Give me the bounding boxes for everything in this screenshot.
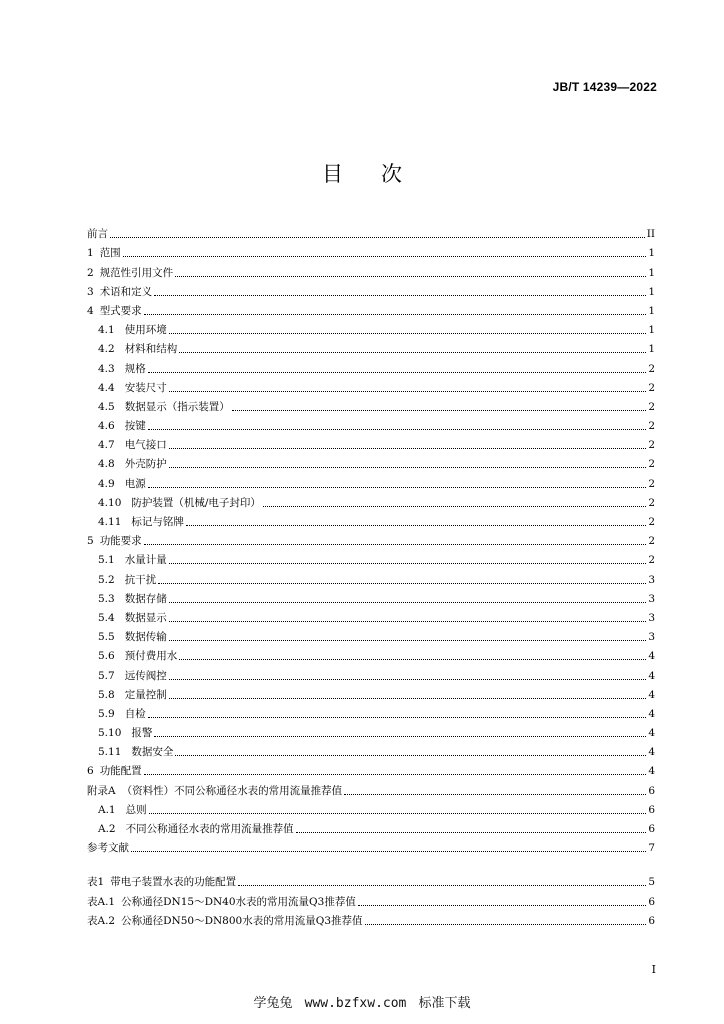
toc-entry-page: 6 bbox=[648, 895, 655, 908]
toc-entry[interactable] bbox=[87, 299, 655, 318]
toc-entry-number: 5.1 bbox=[98, 554, 115, 567]
dot-leader bbox=[232, 410, 647, 411]
toc-entry-number: 5 bbox=[87, 535, 94, 548]
dot-leader bbox=[169, 698, 647, 699]
toc-entry-page: 3 bbox=[648, 631, 655, 644]
toc-entry-page: 5 bbox=[648, 876, 655, 889]
toc-entry-title: 远传阀控 bbox=[124, 669, 167, 682]
toc-entry[interactable] bbox=[87, 337, 655, 356]
toc-entry-number: 5.6 bbox=[98, 650, 115, 663]
toc-entry-page: 3 bbox=[648, 573, 655, 586]
dot-leader bbox=[144, 314, 647, 315]
dot-leader bbox=[148, 429, 647, 430]
dot-leader bbox=[169, 333, 647, 334]
toc-entry-page: 2 bbox=[648, 477, 655, 490]
toc-entry-title: 按键 bbox=[124, 420, 146, 433]
toc-entry[interactable] bbox=[87, 798, 655, 817]
toc-gap bbox=[87, 855, 655, 870]
toc-entry-title: 数据存储 bbox=[124, 592, 167, 605]
toc-entry-number: 4.5 bbox=[98, 400, 115, 413]
dot-leader bbox=[169, 391, 647, 392]
toc-entry[interactable] bbox=[87, 548, 655, 567]
toc-entry-page: 1 bbox=[648, 266, 655, 279]
toc-entry[interactable] bbox=[87, 683, 655, 702]
dot-leader bbox=[238, 885, 646, 886]
toc-entry-page: 4 bbox=[648, 707, 655, 720]
toc-entry-title: 自检 bbox=[124, 707, 146, 720]
toc-entry-number: 5.10 bbox=[98, 727, 122, 740]
toc-entry-page: 1 bbox=[648, 247, 655, 260]
toc-entry[interactable] bbox=[87, 318, 655, 337]
toc-entry-title: 水量计量 bbox=[124, 554, 167, 567]
toc-entry[interactable] bbox=[87, 376, 655, 395]
watermark-url: www.bzfxw.com bbox=[304, 996, 407, 1011]
toc-entry-page: 2 bbox=[648, 420, 655, 433]
dot-leader bbox=[344, 794, 646, 795]
toc-entry-number: 4.6 bbox=[98, 420, 115, 433]
toc-entry[interactable] bbox=[87, 241, 655, 260]
toc-entry[interactable] bbox=[87, 356, 655, 375]
toc-entry[interactable] bbox=[87, 452, 655, 471]
toc-entry-title: 标记与铭牌 bbox=[131, 516, 184, 528]
toc-entry-number: 4.7 bbox=[98, 439, 115, 452]
toc-entry-title: 电源 bbox=[124, 477, 146, 490]
toc-entry-page: 2 bbox=[648, 535, 655, 548]
dot-leader bbox=[154, 736, 646, 737]
toc-entry-number: 表A.1 bbox=[87, 895, 116, 908]
toc-entry-title: 安装尺寸 bbox=[124, 381, 167, 394]
watermark-site: 学兔兔 bbox=[253, 996, 293, 1011]
toc-entry-page: 3 bbox=[648, 611, 655, 624]
toc-entry-title: 抗干扰 bbox=[124, 573, 157, 586]
toc-entry-title: 范围 bbox=[99, 247, 121, 260]
toc-entry-title: 数据安全 bbox=[131, 746, 174, 759]
toc-entry[interactable] bbox=[87, 721, 655, 740]
toc-entry-page: 4 bbox=[648, 765, 655, 778]
toc-entry-number: 4.1 bbox=[98, 324, 115, 337]
toc-entry-title: 数据显示 bbox=[124, 611, 167, 624]
toc-entry-number: 5.2 bbox=[98, 573, 115, 586]
toc-entry-number: 3 bbox=[87, 285, 94, 298]
toc-entry-number: A.2 bbox=[98, 823, 116, 835]
toc-entry-page: 2 bbox=[648, 381, 655, 394]
toc-entry-page: 2 bbox=[648, 554, 655, 567]
toc-entry-title: 电气接口 bbox=[124, 439, 167, 452]
toc-entry-title: 前言 bbox=[87, 228, 108, 241]
toc-entry-title: 术语和定义 bbox=[99, 285, 153, 298]
toc-entry-page: 4 bbox=[648, 650, 655, 663]
toc-entry-page: 6 bbox=[648, 784, 655, 797]
toc-entry[interactable] bbox=[87, 280, 655, 299]
toc-entry-number: 5.11 bbox=[98, 746, 122, 759]
dot-leader bbox=[186, 525, 646, 526]
toc-entry-number: 1 bbox=[87, 247, 94, 260]
toc-entry-title: 型式要求 bbox=[99, 304, 142, 317]
dot-leader bbox=[149, 813, 647, 814]
toc-entry[interactable] bbox=[87, 510, 655, 529]
dot-leader bbox=[179, 352, 646, 353]
toc-entry-title: 外壳防护 bbox=[124, 458, 167, 471]
toc-entry-page: 2 bbox=[648, 458, 655, 471]
toc-entry[interactable] bbox=[87, 778, 655, 797]
dot-leader bbox=[365, 924, 647, 925]
toc-entry-number: 5.5 bbox=[98, 631, 115, 644]
toc-entry[interactable] bbox=[87, 567, 655, 586]
toc-entry-number: A.1 bbox=[98, 803, 116, 816]
toc-entry-number: 5.9 bbox=[98, 707, 115, 720]
toc-entry-number: 附录A bbox=[87, 784, 116, 797]
toc-heading: 目次 bbox=[322, 162, 440, 186]
toc-entry-number: 4.9 bbox=[98, 477, 115, 490]
toc-entry-title: 总则 bbox=[125, 803, 147, 816]
toc-entry[interactable] bbox=[87, 702, 655, 721]
toc-entry[interactable] bbox=[87, 587, 655, 606]
toc-entry-page: 6 bbox=[648, 803, 655, 816]
toc-entry[interactable] bbox=[87, 817, 655, 836]
toc-entry-number: 4.3 bbox=[98, 362, 115, 375]
dot-leader bbox=[169, 467, 647, 468]
dot-leader bbox=[144, 544, 647, 545]
dot-leader bbox=[263, 506, 646, 507]
toc-entry-number: 4.10 bbox=[98, 496, 122, 509]
dot-leader bbox=[148, 487, 647, 488]
watermark bbox=[0, 992, 724, 1011]
toc-entry[interactable] bbox=[87, 260, 655, 279]
toc-table-entry[interactable] bbox=[87, 870, 655, 889]
toc-entry-page: 4 bbox=[648, 688, 655, 701]
toc-entry-title: 数据显示（指示装置） bbox=[124, 400, 230, 413]
toc-entry-number: 5.4 bbox=[98, 611, 115, 624]
page-number: I bbox=[651, 963, 656, 976]
dot-leader bbox=[175, 755, 646, 756]
toc-entry[interactable] bbox=[87, 836, 655, 855]
toc-entry-number: 5.8 bbox=[98, 688, 115, 701]
toc-entry-page: 6 bbox=[648, 823, 655, 835]
dot-leader bbox=[144, 774, 647, 775]
toc-entry-title: 带电子装置水表的功能配置 bbox=[110, 876, 237, 889]
toc-entry-title: 规范性引用文件 bbox=[99, 266, 174, 279]
toc-entry-title: 数据传输 bbox=[124, 631, 167, 644]
toc-entry-page: 4 bbox=[648, 746, 655, 759]
toc-entry-title: 参考文献 bbox=[87, 842, 129, 855]
toc-entry-page: 3 bbox=[648, 592, 655, 605]
dot-leader bbox=[169, 563, 647, 564]
toc-entry-page: 2 bbox=[648, 516, 655, 528]
dot-leader bbox=[175, 276, 646, 277]
dot-leader bbox=[169, 679, 647, 680]
toc-entry-page: 1 bbox=[648, 285, 655, 298]
toc-entry-title: 材料和结构 bbox=[124, 343, 178, 356]
dot-leader bbox=[169, 448, 647, 449]
toc-entry[interactable] bbox=[87, 663, 655, 682]
dot-leader bbox=[148, 372, 647, 373]
toc-entry-title: （资料性）不同公称通径水表的常用流量推荐值 bbox=[121, 784, 343, 797]
toc-entry-number: 5.3 bbox=[98, 592, 115, 605]
toc-entry-number: 表A.2 bbox=[87, 914, 116, 927]
toc-entry-page: 2 bbox=[648, 400, 655, 413]
toc-entry-number: 4.11 bbox=[98, 516, 122, 528]
watermark-tag: 标准下载 bbox=[418, 996, 471, 1011]
toc-entry-title: 报警 bbox=[131, 727, 153, 740]
toc-entry-number: 4.4 bbox=[98, 381, 115, 394]
toc-entry[interactable] bbox=[87, 471, 655, 490]
toc-entry[interactable] bbox=[87, 625, 655, 644]
toc-entry-page: II bbox=[646, 228, 655, 241]
toc-entry[interactable] bbox=[87, 644, 655, 663]
toc-entry[interactable] bbox=[87, 222, 655, 241]
dot-leader bbox=[179, 659, 646, 660]
toc-entry-title: 公称通径DN50～DN800水表的常用流量Q3推荐值 bbox=[121, 914, 363, 927]
toc-entry-number: 4.8 bbox=[98, 458, 115, 471]
dot-leader bbox=[169, 640, 647, 641]
toc-entry-title: 规格 bbox=[124, 362, 146, 375]
toc-entry-page: 2 bbox=[648, 439, 655, 452]
toc-entry-number: 4.2 bbox=[98, 343, 115, 356]
toc-entry-page: 1 bbox=[648, 343, 655, 356]
document-code: JB/T 14239—2022 bbox=[552, 80, 657, 94]
toc-entry-page: 4 bbox=[648, 669, 655, 682]
dot-leader bbox=[131, 851, 646, 852]
toc-entry-title: 使用环境 bbox=[124, 324, 167, 337]
dot-leader bbox=[358, 905, 646, 906]
toc-entry[interactable] bbox=[87, 414, 655, 433]
dot-leader bbox=[123, 256, 647, 257]
toc-entry-page: 6 bbox=[648, 914, 655, 927]
toc-entry[interactable] bbox=[87, 529, 655, 548]
toc-entry-title: 功能配置 bbox=[99, 765, 142, 778]
toc-entry-title: 预付费用水 bbox=[124, 650, 178, 663]
toc-entry[interactable] bbox=[87, 759, 655, 778]
toc-entry-title: 防护装置（机械/电子封印） bbox=[131, 496, 261, 509]
toc-entry[interactable] bbox=[87, 395, 655, 414]
toc-entry-number: 4 bbox=[87, 304, 94, 317]
toc-entry[interactable] bbox=[87, 433, 655, 452]
toc-entry[interactable] bbox=[87, 491, 655, 510]
toc-entry-title: 公称通径DN15～DN40水表的常用流量Q3推荐值 bbox=[121, 895, 356, 908]
toc-entry-number: 5.7 bbox=[98, 669, 115, 682]
toc-table-entry[interactable] bbox=[87, 909, 655, 928]
dot-leader bbox=[158, 583, 646, 584]
toc-entry-page: 2 bbox=[648, 362, 655, 375]
toc-entry-page: 4 bbox=[648, 727, 655, 740]
toc-entry-title: 不同公称通径水表的常用流量推荐值 bbox=[125, 823, 294, 835]
toc-entry[interactable] bbox=[87, 740, 655, 759]
toc-entry-title: 功能要求 bbox=[99, 535, 142, 548]
toc-entry-page: 1 bbox=[648, 324, 655, 337]
toc-entry-number: 表1 bbox=[87, 876, 105, 889]
dot-leader bbox=[148, 717, 647, 718]
dot-leader bbox=[296, 832, 647, 833]
dot-leader bbox=[169, 621, 647, 622]
toc-entry-number: 6 bbox=[87, 765, 94, 778]
dot-leader bbox=[154, 295, 646, 296]
toc-entry-title: 定量控制 bbox=[124, 688, 167, 701]
table-of-contents bbox=[87, 222, 655, 928]
toc-entry[interactable] bbox=[87, 606, 655, 625]
toc-table-entry[interactable] bbox=[87, 889, 655, 908]
dot-leader bbox=[169, 602, 647, 603]
toc-entry-page: 7 bbox=[648, 842, 655, 855]
toc-entry-page: 1 bbox=[648, 304, 655, 317]
dot-leader bbox=[110, 237, 645, 238]
toc-entry-page: 2 bbox=[648, 496, 655, 509]
toc-entry-number: 2 bbox=[87, 266, 94, 279]
